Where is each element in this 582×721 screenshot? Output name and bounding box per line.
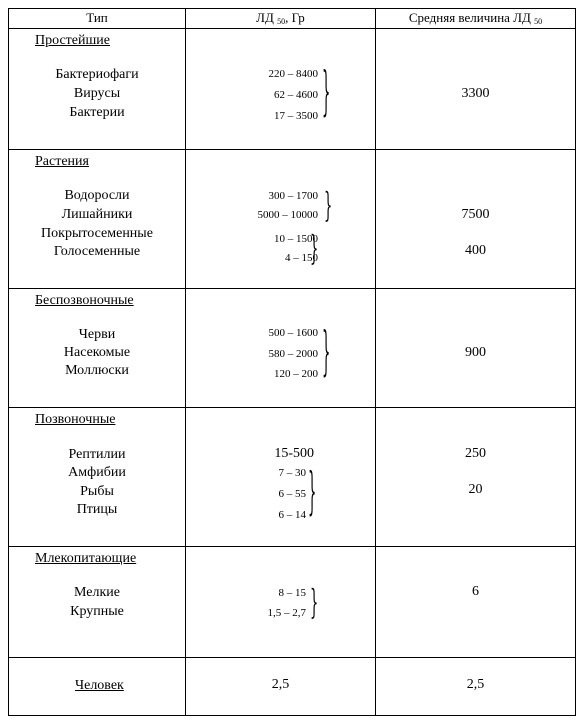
ld50-table: [8, 8, 576, 716]
brace: }: [308, 464, 317, 524]
organism-name: Лишайники: [61, 206, 133, 222]
organism-name: Бактериофаги: [55, 67, 139, 83]
average-value: 900: [465, 344, 486, 360]
brace: }: [310, 584, 319, 624]
organism-name: Моллюски: [65, 362, 129, 378]
average-value: 20: [468, 481, 483, 497]
group-title: Растения: [35, 153, 89, 169]
group-title: Млекопитающие: [35, 550, 137, 566]
organism-name: Насекомые: [63, 344, 131, 360]
organism-name: Черви: [78, 326, 116, 342]
group-row-protozoa: [9, 29, 576, 150]
organism-name: Голосеменные: [53, 243, 141, 259]
organism-name: Водоросли: [64, 187, 130, 203]
group-title: Человек: [75, 677, 124, 693]
header-row: [9, 9, 576, 29]
group-row-plants: [9, 149, 576, 288]
average-value: 7500: [461, 206, 490, 222]
ld50-range: 8 – 15: [278, 586, 306, 599]
ld50-range: 17 – 3500: [274, 110, 318, 123]
ld50-range: 120 – 200: [274, 367, 318, 380]
ld50-range: 5000 – 10000: [257, 208, 318, 221]
ld50-range: 580 – 2000: [268, 347, 318, 360]
organism-name: Мелкие: [74, 584, 120, 600]
average-value: 250: [465, 445, 486, 461]
header-ld50: ЛД 50, Гр: [186, 9, 376, 29]
organism-name: Покрытосеменные: [41, 225, 153, 241]
organism-name: Птицы: [76, 501, 118, 517]
group-row-vertebrates: [9, 407, 576, 546]
organism-name: Бактерии: [69, 105, 125, 121]
ld50-range: 1,5 – 2,7: [267, 606, 306, 619]
ld50-range: 15-500: [274, 445, 314, 461]
header-average-ld50: Средняя величина ЛД 50: [376, 9, 576, 29]
organism-name: Амфибии: [68, 464, 126, 480]
organism-name: Вирусы: [73, 86, 121, 102]
brace: }: [322, 324, 331, 385]
ld50-range: 62 – 4600: [274, 89, 318, 102]
header-type: Тип: [9, 9, 186, 29]
brace: }: [310, 230, 319, 270]
average-value: 6: [472, 583, 479, 599]
group-title: Простейшие: [35, 33, 110, 49]
ld50-value: 2,5: [271, 676, 290, 692]
group-row-invertebrates: [9, 288, 576, 407]
brace: }: [322, 65, 331, 126]
ld50-range: 6 – 14: [278, 508, 306, 521]
group-title: Позвоночные: [35, 411, 116, 427]
group-row-human: [9, 657, 576, 715]
ld50-range: 500 – 1600: [268, 326, 318, 339]
brace: }: [324, 187, 333, 227]
organism-name: Крупные: [70, 603, 124, 619]
ld50-range: 7 – 30: [278, 466, 306, 479]
ld50-range: 10 – 1500: [274, 232, 318, 245]
ld50-range: 220 – 8400: [268, 68, 318, 81]
organism-name: Рыбы: [80, 483, 114, 499]
average-value: 400: [465, 242, 486, 258]
average-value: 3300: [461, 86, 490, 102]
group-title: Беспозвоночные: [35, 292, 134, 308]
ld50-range: 300 – 1700: [268, 189, 318, 202]
organism-name: Рептилии: [68, 446, 126, 462]
group-row-mammals: [9, 546, 576, 657]
ld50-range: 6 – 55: [278, 487, 306, 500]
average-value: 2,5: [466, 676, 485, 692]
ld50-range: 4 – 150: [285, 251, 318, 264]
